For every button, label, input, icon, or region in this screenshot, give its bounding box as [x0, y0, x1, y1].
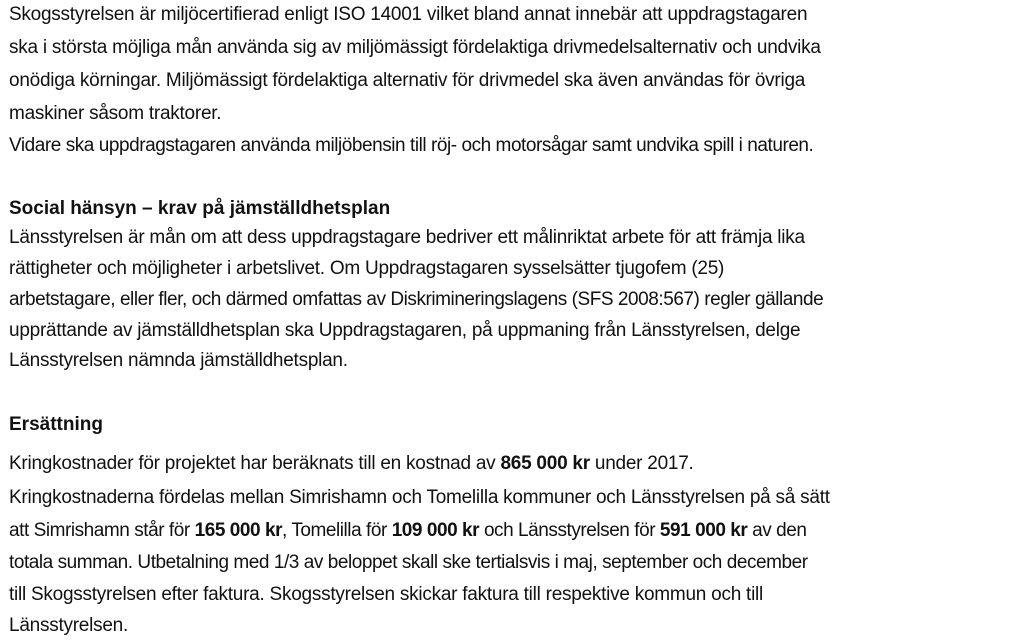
compensation-line-4: totala summan. Utbetalning med 1/3 av beloppet skall ske tertialsvis i maj, september och december: [9, 552, 808, 573]
compensation-line-3-mid1: , Tomelilla för: [282, 520, 392, 541]
env-line-1: Skogsstyrelsen är miljöcertifierad enligt ISO 14001 vilket bland annat innebär att uppdragstagaren: [9, 4, 808, 25]
compensation-line-3: [9, 519, 807, 543]
simrishamn-amount: 165 000 kr: [194, 520, 283, 541]
compensation-heading: Ersättning: [9, 414, 103, 435]
social-line-3: arbetstagare, eller fler, och därmed omfattas av Diskrimineringslagens (SFS 2008:567) regler gällande: [9, 289, 824, 310]
compensation-line-3-text: att Simrishamn står för: [9, 520, 195, 541]
env-line-5: Vidare ska uppdragstagaren använda miljöbensin till röj- och motorsågar samt undvika spill i naturen.: [9, 135, 814, 156]
compensation-line-3-end: av den: [747, 520, 807, 541]
social-line-4: upprättande av jämställdhetsplan ska Uppdragstagaren, på uppmaning från Länsstyrelsen, delge: [9, 320, 801, 341]
compensation-line-1-end: under 2017.: [589, 453, 694, 474]
env-line-3: onödiga körningar. Miljömässigt fördelaktiga alternativ för drivmedel ska även användas för övriga: [9, 70, 806, 91]
social-line-1: Länsstyrelsen är mån om att dess uppdragstagare bedriver ett målinriktat arbete för att främja lika: [9, 227, 805, 248]
compensation-line-1: [9, 452, 694, 476]
compensation-line-1-text: Kringkostnader för projektet har beräknats till en kostnad av: [9, 453, 501, 474]
env-line-4: maskiner såsom traktorer.: [9, 103, 222, 124]
compensation-line-6: Länsstyrelsen.: [9, 615, 129, 636]
lansstyrelsen-amount: 591 000 kr: [659, 520, 748, 541]
social-line-2: rättigheter och möjligheter i arbetslivet. Om Uppdragstagaren sysselsätter tjugofem (25): [9, 258, 725, 279]
tomelilla-amount: 109 000 kr: [391, 520, 480, 541]
compensation-line-2: Kringkostnaderna fördelas mellan Simrishamn och Tomelilla kommuner och Länsstyrelsen på så sätt: [9, 487, 830, 508]
compensation-line-3-mid2: och Länsstyrelsen för: [479, 520, 660, 541]
env-line-2: ska i största möjliga mån använda sig av miljömässigt fördelaktiga drivmedelsalternativ och undvika: [9, 37, 821, 58]
social-line-5: Länsstyrelsen nämnda jämställdhetsplan.: [9, 350, 348, 371]
total-amount: 865 000 kr: [500, 453, 590, 474]
social-heading: Social hänsyn – krav på jämställdhetsplan: [9, 198, 391, 219]
compensation-line-5: till Skogsstyrelsen efter faktura. Skogsstyrelsen skickar faktura till respektive kommun och till: [9, 584, 763, 605]
